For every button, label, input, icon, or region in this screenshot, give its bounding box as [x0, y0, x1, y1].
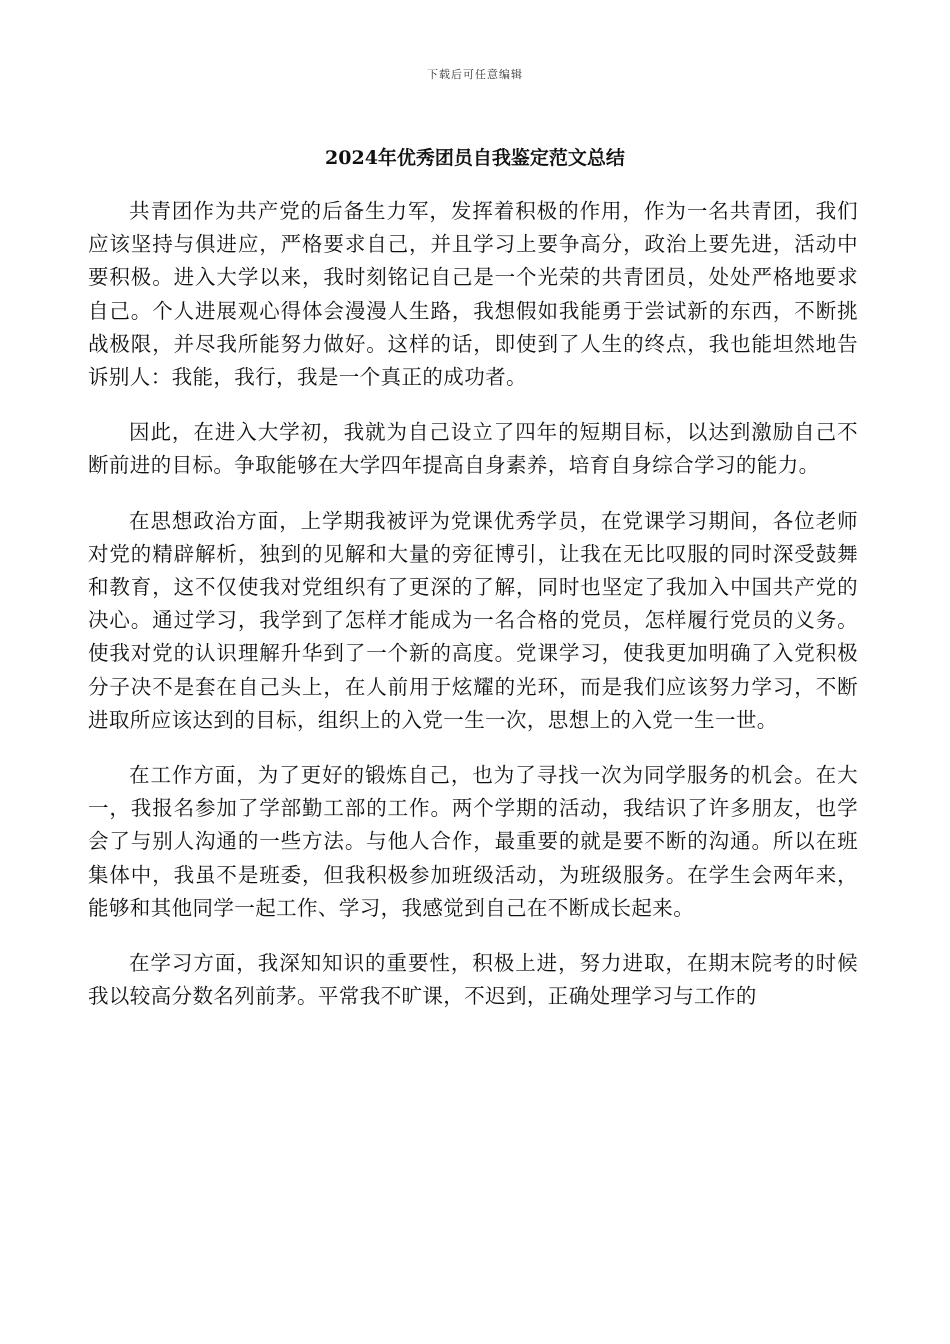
header-note: 下载后可任意编辑	[427, 68, 523, 81]
document-body	[88, 195, 858, 1035]
paragraph-politics: 在思想政治方面，上学期我被评为党课优秀学员，在党课学习期间，各位老师对党的精辟解析，独到的见解和大量的旁征博引，让我在无比叹服的同时深受鼓舞和教育，这不仅使我对党组织有了更深的了解，同时也坚定了我加入中国共产党的决心。通过学习，我学到了怎样才能成为一名合格的党员，怎样履行党员的义务。使我对党的认识理解升华到了一个新的高度。党课学习，使我更加明确了入党积极分子决不是套在自己头上，在人前用于炫耀的光环，而是我们应该努力学习，不断进取所应该达到的目标，组织上的入党一生一次，思想上的入党一生一世。	[88, 508, 858, 732]
paragraph-intro: 共青团作为共产党的后备生力军，发挥着积极的作用，作为一名共青团，我们应该坚持与俱进应，严格要求自己，并且学习上要争高分，政治上要先进，活动中要积极。进入大学以来，我时刻铭记自己是一个光荣的共青团员，处处严格地要求自己。个人进展观心得体会漫漫人生路，我想假如我能勇于尝试新的东西，不断挑战极限，并尽我所能努力做好。这样的话，即使到了人生的终点，我也能坦然地告诉别人：我能，我行，我是一个真正的成功者。	[88, 199, 858, 390]
document-title: 2024年优秀团员自我鉴定范文总结	[325, 147, 625, 169]
paragraph-work: 在工作方面，为了更好的锻炼自己，也为了寻找一次为同学服务的机会。在大一，我报名参加了学部勤工部的工作。两个学期的活动，我结识了许多朋友，也学会了与别人沟通的一些方法。与他人合作，最重要的就是要不断的沟通。所以在班集体中，我虽不是班委，但我积极参加班级活动，为班级服务。在学生会两年来，能够和其他同学一起工作、学习，我感觉到自己在不断成长起来。	[88, 763, 858, 920]
paragraph-goals: 因此，在进入大学初，我就为自己设立了四年的短期目标，以达到激励自己不断前进的目标。争取能够在大学四年提高自身素养，培育自身综合学习的能力。	[88, 420, 858, 478]
paragraph-study: 在学习方面，我深知知识的重要性，积极上进，努力进取，在期末院考的时候我以较高分数名列前茅。平常我不旷课，不迟到，正确处理学习与工作的	[88, 951, 858, 1009]
